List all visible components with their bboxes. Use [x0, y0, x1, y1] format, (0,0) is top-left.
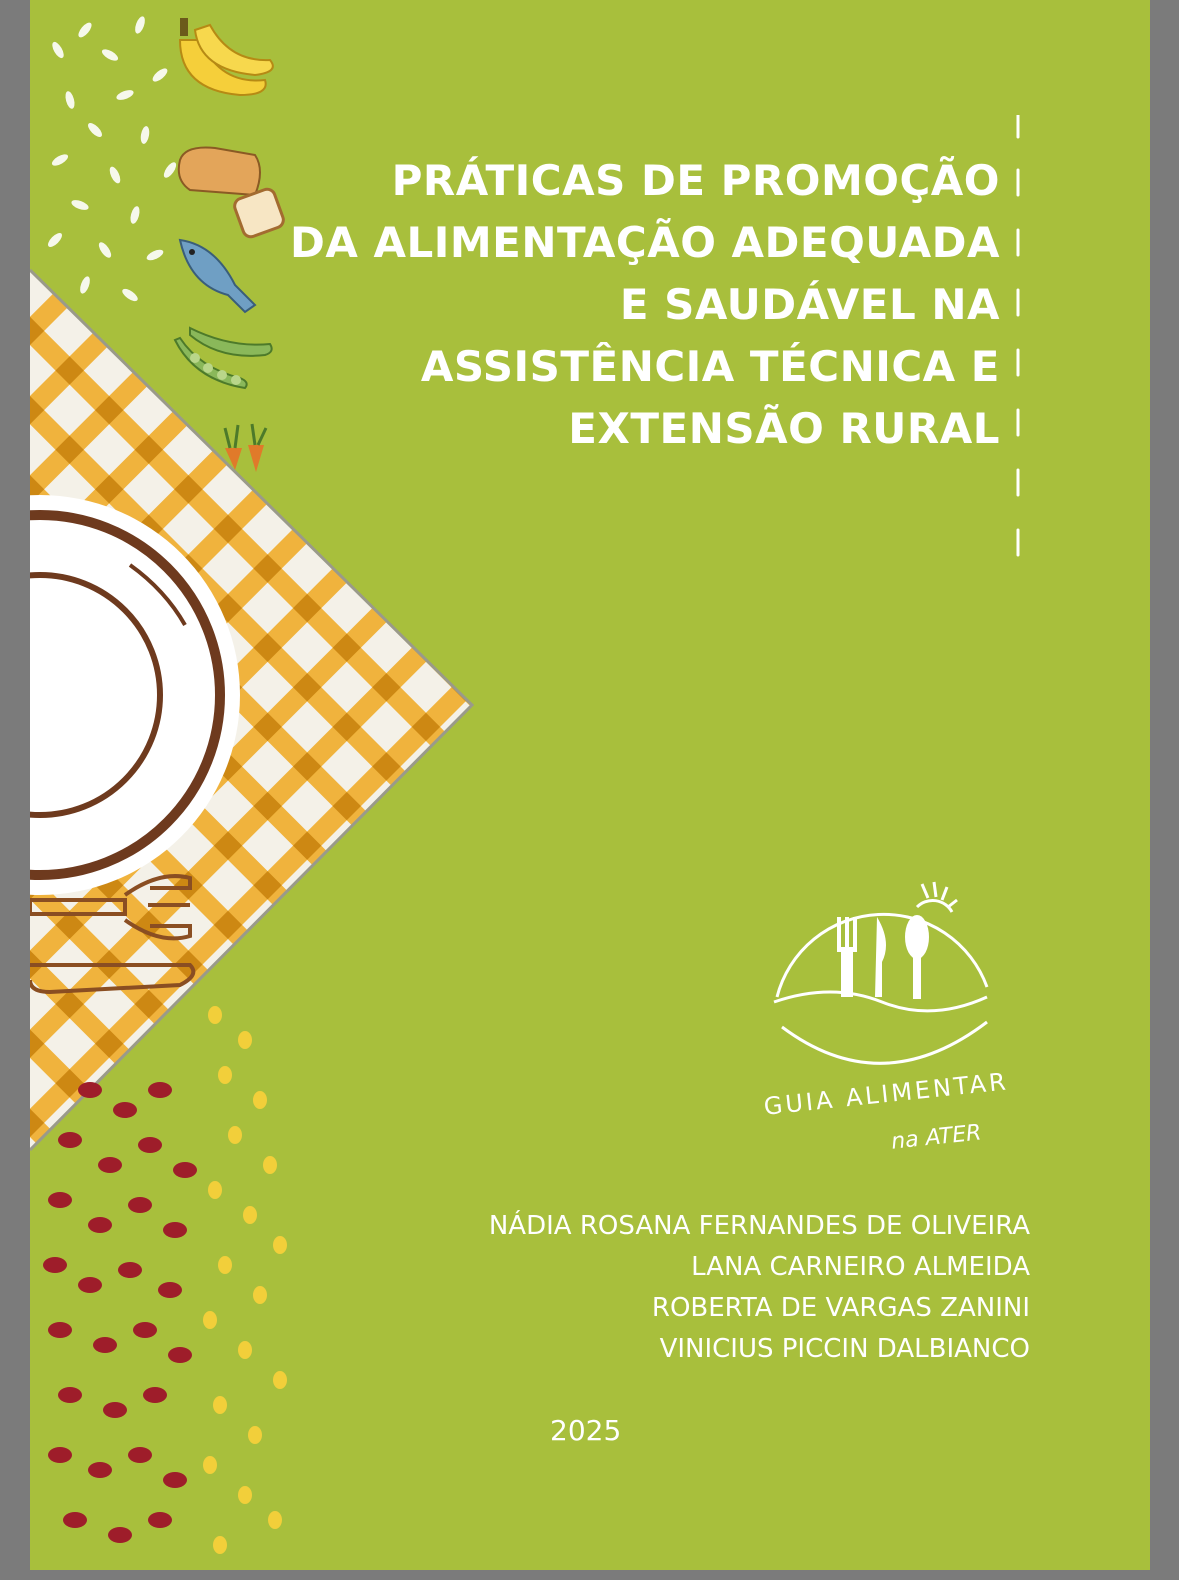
decorative-vertical-line	[1012, 115, 1024, 560]
beans-icon	[43, 1082, 197, 1543]
guia-alimentar-logo	[742, 862, 1032, 1162]
title-line-5: EXTENSÃO RURAL	[568, 404, 1000, 453]
author-4: VINICIUS PICCIN DALBIANCO	[659, 1334, 1030, 1364]
fish-icon	[180, 240, 255, 312]
title-line-2: DA ALIMENTAÇÃO ADEQUADA	[289, 218, 1000, 267]
logo-text-main: GUIA ALIMENTAR	[762, 1067, 1010, 1121]
logo-text-sub: na ATER	[890, 1120, 983, 1155]
author-1: NÁDIA ROSANA FERNANDES DE OLIVEIRA	[488, 1211, 1030, 1241]
title-line-4: ASSISTÊNCIA TÉCNICA E	[420, 342, 1000, 391]
author-3: ROBERTA DE VARGAS ZANINI	[651, 1293, 1030, 1323]
cutlery-icon	[837, 915, 929, 999]
carrot-icon	[225, 424, 266, 472]
corn-kernels-icon	[203, 1006, 287, 1554]
book-cover	[30, 0, 1150, 1570]
title-line-3: E SAUDÁVEL NA	[619, 280, 1000, 329]
author-2: LANA CARNEIRO ALMEIDA	[691, 1252, 1030, 1282]
rice-grains-icon	[46, 15, 179, 303]
book-title	[280, 150, 1000, 460]
publication-year: 2025	[550, 1414, 622, 1447]
banana-icon	[180, 18, 273, 95]
bread-icon	[179, 148, 286, 239]
title-line-1: PRÁTICAS DE PROMOÇÃO	[391, 156, 1000, 205]
author-list	[330, 1206, 1030, 1370]
pea-pod-icon	[175, 328, 272, 388]
